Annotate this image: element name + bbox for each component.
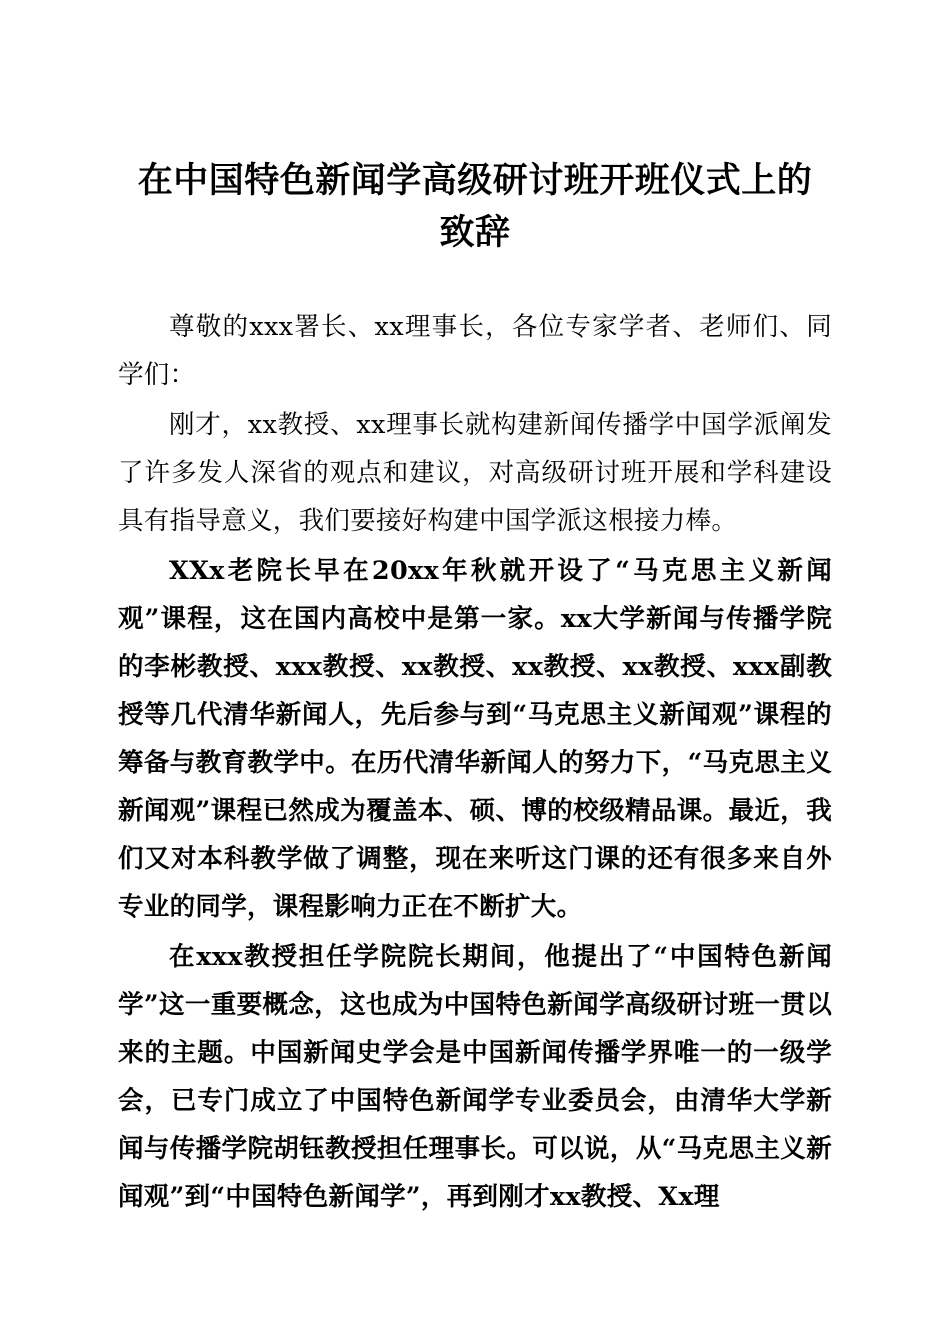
paragraph-salutation: 尊敬的xxx署长、xx理事长，各位专家学者、老师们、同学们： [118,312,832,390]
paragraph-body-3: 在xxx教授担任学院院长期间，他提出了“中国特色新闻学”这一重要概念，这也成为中国特色新闻学高级研讨班一贯以来的主题。中国新闻史学会是中国新闻传播学界唯一的一级学会，已专门成立了中国特色新闻学专业委员会，由清华大学新闻与传播学院胡钰教授担任理事长。可以说，从“马克思主义新闻观”到“中国特色新闻学”，再到刚才xx教授、Xx理 [118,942,832,1212]
paragraph-body-2: XXx老院长早在20xx年秋就开设了“马克思主义新闻观”课程，这在国内高校中是第一家。xx大学新闻与传播学院的李彬教授、xxx教授、xx教授、xx教授、xx教授、xxx副教授等几代清华新闻人，先后参与到“马克思主义新闻观”课程的筹备与教育教学中。在历代清华新闻人的努力下，“马克思主义新闻观”课程已然成为覆盖本、硕、博的校级精品课。最近，我们又对本科教学做了调整，现在来听这门课的还有很多来自外专业的同学，课程影响力正在不断扩大。 [118,556,832,922]
paragraph-body-1: 刚才，xx教授、xx理事长就构建新闻传播学中国学派阐发了许多发人深省的观点和建议，对高级研讨班开展和学科建设具有指导意义，我们要接好构建中国学派这根接力棒。 [118,410,832,536]
page-title: 在中国特色新闻学高级研讨班开班仪式上的致辞 [137,160,813,253]
